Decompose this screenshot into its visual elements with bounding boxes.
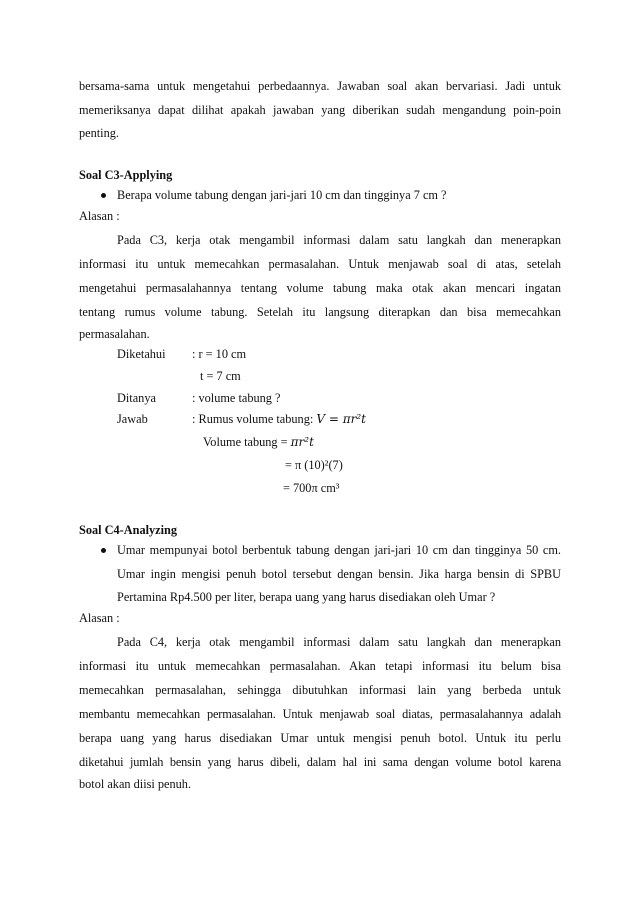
intro-line-3: penting.	[79, 126, 119, 140]
bullet-icon	[101, 193, 106, 198]
bullet-icon	[101, 548, 106, 553]
ditanya-label: Ditanya	[117, 391, 156, 405]
jawab-prefix: : Rumus volume tabung:	[192, 412, 317, 426]
c4-question-line-1: Umar mempunyai botol berbentuk tabung dengan jari-jari 10 cm dan tingginya 50 cm.	[117, 543, 561, 557]
c4-reason-line-3: memecahkan permasalahan, sehingga dibutuhkan informasi lain yang berbeda untuk	[79, 683, 561, 697]
c3-reason-line-4: tentang rumus volume tabung. Setelah itu langsung diterapkan dan bisa memecahkan	[79, 305, 561, 319]
calc-step-1: = π (10)²(7)	[285, 458, 343, 472]
intro-line-1: bersama-sama untuk mengetahui perbedaannya. Jawaban soal akan bervariasi. Jadi untuk	[79, 79, 561, 93]
c3-reason-line-5: permasalahan.	[79, 327, 150, 341]
c4-question-line-3: Pertamina Rp4.500 per liter, berapa uang yang harus disediakan oleh Umar ?	[117, 590, 496, 604]
c3-question: Berapa volume tabung dengan jari-jari 10 cm dan tingginya 7 cm ?	[117, 188, 447, 202]
volume-line-prefix: Volume tabung =	[203, 435, 291, 449]
c3-alasan-label: Alasan :	[79, 209, 120, 223]
c4-reason-line-1: Pada C4, kerja otak mengambil informasi dalam satu langkah dan menerapkan	[117, 635, 561, 649]
diketahui-r: : r = 10 cm	[192, 347, 247, 361]
c4-question-line-2: Umar ingin mengisi penuh botol tersebut dengan bensin. Jika harga bensin di SPBU	[117, 567, 561, 581]
calc-step-2: = 700π cm³	[283, 481, 340, 495]
c4-reason-line-7: botol akan diisi penuh.	[79, 777, 192, 791]
diketahui-t: t = 7 cm	[200, 369, 241, 383]
c3-reason-line-1: Pada C3, kerja otak mengambil informasi dalam satu langkah dan menerapkan	[117, 233, 561, 247]
c4-heading: Soal C4-Analyzing	[79, 523, 178, 537]
volume-formula: V = πr²t	[316, 412, 366, 426]
diketahui-label: Diketahui	[117, 347, 166, 361]
c4-reason-line-5: berapa uang yang harus disediakan Umar untuk mengisi penuh botol. Untuk itu perlu	[79, 731, 561, 745]
c3-heading: Soal C3-Applying	[79, 168, 173, 182]
jawab-line	[192, 411, 366, 427]
volume-line-formula: πr²t	[290, 435, 314, 449]
c4-reason-line-6: diketahui jumlah bensin yang harus dibeli, dalam hal ini sama dengan volume botol karena	[79, 755, 561, 769]
ditanya-value: : volume tabung ?	[192, 391, 281, 405]
c3-reason-line-3: mengetahui permasalahannya tentang volume tabung maka otak akan mencari ingatan	[79, 281, 561, 295]
c4-reason-line-2: informasi itu untuk memecahkan permasalahan. Akan tetapi informasi itu belum bisa	[79, 659, 561, 673]
c4-reason-line-4: membantu memecahkan permasalahan. Untuk menjawab soal diatas, permasalahannya adalah	[79, 707, 561, 721]
c4-alasan-label: Alasan :	[79, 611, 120, 625]
c3-reason-line-2: informasi itu untuk memecahkan permasalahan. Untuk menjawab soal di atas, setelah	[79, 257, 561, 271]
intro-line-2: memeriksanya dapat dilihat apakah jawaban yang diberikan sudah mengandung poin-poin	[79, 103, 561, 117]
volume-line	[203, 434, 314, 450]
jawab-label: Jawab	[117, 412, 148, 426]
